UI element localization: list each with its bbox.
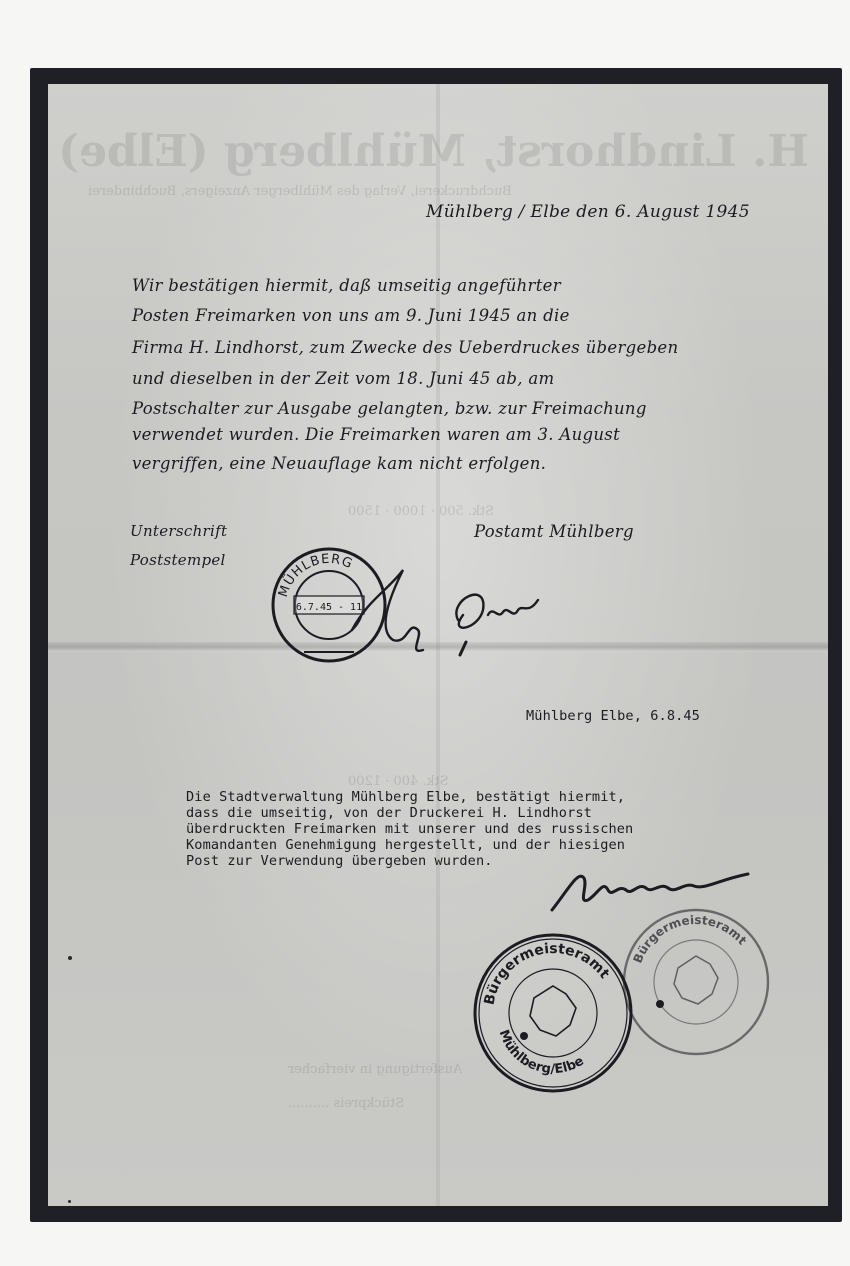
handwritten-body-line: und dieselben in der Zeit vom 18. Juni 45 ab, am [132, 369, 555, 388]
paper-speck [68, 956, 72, 960]
seal-top-text: Bürgermeisteramt [481, 940, 613, 1007]
postmark-town: MÜHLBERG [275, 551, 356, 600]
certification-date: Mühlberg Elbe, 6.8.45 [526, 708, 700, 724]
postmark-date: 6.7.45 - 11 [295, 602, 363, 613]
seal-bottom-text: Mühlberg/Elbe [495, 1027, 587, 1078]
mayor-office-seal-faint [616, 902, 776, 1062]
certification-line: Post zur Verwendung übergeben wurden. [186, 853, 493, 869]
handwritten-body-line: Firma H. Lindhorst, zum Zwecke des Ueberdruckes übergeben [132, 338, 679, 357]
reverse-text-bleed: Stückpreis .......... [288, 1096, 405, 1111]
reverse-text-bleed: Stk. 500 · 1000 · 1500 [348, 504, 495, 519]
paper-speck [68, 1200, 71, 1203]
handwritten-date: Mühlberg / Elbe den 6. August 1945 [426, 202, 750, 222]
post-office-label: Postamt Mühlberg [474, 522, 634, 541]
svg-text:MÜHLBERG [276, 552, 355, 599]
mayor-office-seal [468, 928, 638, 1098]
certification-line: Die Stadtverwaltung Mühlberg Elbe, bestätigt hiermit, [186, 789, 626, 805]
handwritten-body-line: Postschalter zur Ausgabe gelangten, bzw. zur Freimachung [132, 399, 647, 418]
reverse-text-bleed: Ausfertigung in vierfacher [288, 1062, 463, 1077]
certification-line: dass die umseitig, von der Druckerei H. Lindhorst [186, 805, 592, 821]
handwritten-body-line: verwendet wurden. Die Freimarken waren am 3. August [132, 425, 620, 444]
paper-sheet [48, 84, 828, 1206]
handwritten-body-line: vergriffen, eine Neuauflage kam nicht erfolgen. [132, 454, 547, 473]
certification-line: Komandanten Genehmigung hergestellt, und der hiesigen [186, 837, 626, 853]
postmaster-signature [348, 560, 558, 670]
certification-line: überdruckten Freimarken mit unserer und des russischen [186, 821, 634, 837]
signature-label: Unterschrift [130, 522, 228, 540]
reverse-letterhead-bleed: H. Lindhorst, Mühlberg (Elbe) [58, 126, 809, 177]
reverse-text-bleed: Stk. 400 · 1200 [348, 774, 449, 789]
reverse-text-bleed: Buchdruckerei, Verlag des Mühlberger Anzeigers, Buchbinderei [88, 184, 512, 199]
handwritten-body-line: Wir bestätigen hiermit, daß umseitig angeführter [132, 276, 561, 295]
seal-faint-top-text: Bürgermeisteramt [630, 912, 750, 966]
handwritten-body-line: Posten Freimarken von uns am 9. Juni 1945 an die [132, 306, 570, 325]
postmark-label: Poststempel [130, 551, 226, 569]
